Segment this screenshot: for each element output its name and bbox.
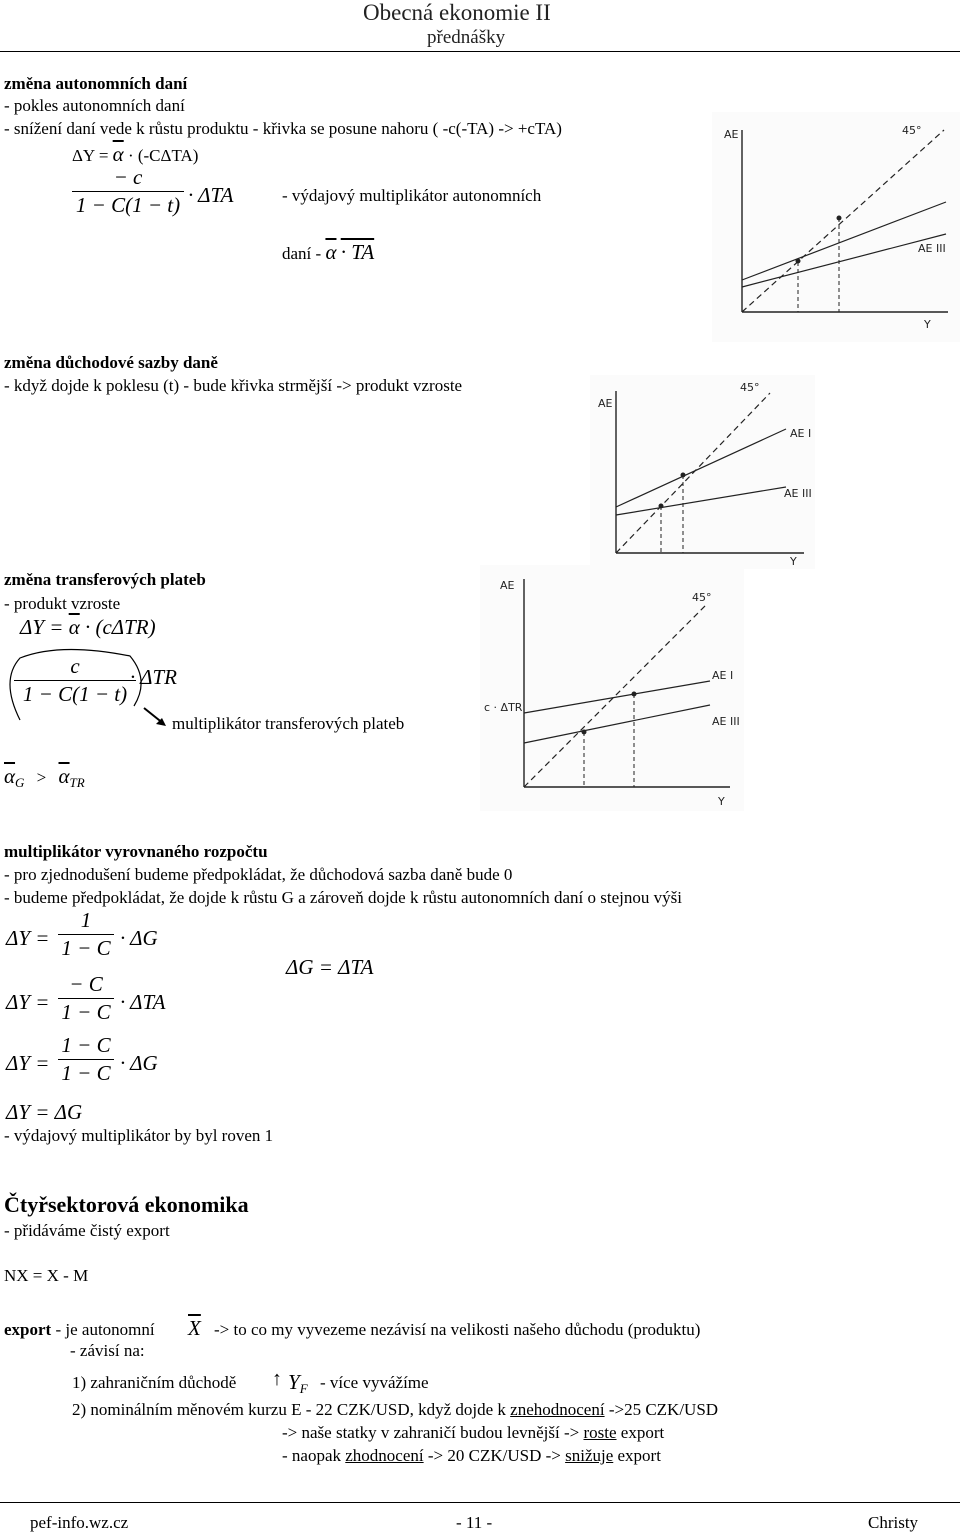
text-span: export (613, 1446, 661, 1465)
eq-lhs: ΔY = (72, 146, 109, 165)
label-shift: c · ΔTR (484, 701, 523, 714)
label-45deg: 45° (902, 124, 922, 137)
header-subtitle: přednášky (427, 27, 506, 48)
text-line: - přidáváme čistý export (4, 1221, 170, 1240)
fraction-numerator: 1 (80, 908, 92, 932)
label-ae-curve-3: AE III (712, 715, 740, 728)
fraction-numerator: − C (69, 972, 103, 996)
fraction-numerator: − c (113, 165, 143, 189)
alpha-symbol: $\overline{\alpha}$ (112, 142, 124, 166)
ta-symbol: · TA (340, 240, 375, 264)
label-ae-curve-1: AE I (712, 669, 734, 682)
fraction-denominator: 1 − C (61, 1000, 111, 1024)
equation (282, 240, 374, 265)
fraction-numerator: c (70, 654, 80, 678)
alpha-symbol: $\overline{\alpha}$ (325, 240, 337, 264)
graph-svg (590, 375, 815, 569)
footer-right: Christy (868, 1513, 919, 1532)
axis-label-y: Y (924, 318, 931, 331)
subscript: TR (69, 775, 85, 790)
section-title-income-tax-rate: změna důchodové sazby daně (4, 353, 218, 372)
text-line: - pro zjednodušení budeme předpokládat, že důchodová sazba daně bude 0 (4, 865, 513, 884)
text-span: 2) nominálním měnovém kurzu E - 22 CZK/USD, když dojde k (72, 1400, 511, 1419)
section-title-transfer-payments: změna transferových plateb (4, 570, 206, 589)
eq-lhs: ΔY = (20, 615, 69, 639)
axis-label-ae: AE (500, 579, 515, 592)
fraction (58, 972, 114, 1025)
eq-rhs: · ΔTA (120, 990, 166, 1014)
fraction (58, 908, 114, 961)
text-line: - budeme předpokládat, že dojde k růstu G a zároveň dojde k růstu autonomních daní o stejnou výši (4, 888, 682, 907)
fraction (58, 1033, 114, 1086)
alpha-symbol: $\overline{\alpha}$ (58, 764, 70, 788)
text-label: daní - (282, 244, 322, 263)
section-title-autonomous-taxes: změna autonomních daní (4, 74, 188, 93)
text-span: - je autonomní (51, 1320, 155, 1339)
underlined-term: zhodnocení (345, 1446, 424, 1465)
text-span: - naopak (282, 1446, 346, 1465)
comparison (4, 764, 85, 791)
eq-rhs: · (cΔTR) (79, 615, 156, 639)
graph-income-tax-rate (590, 375, 815, 569)
page-number: - 11 - (456, 1513, 493, 1532)
fraction-bar (58, 934, 114, 935)
fraction-denominator: 1 − C(1 − t) (75, 193, 181, 217)
underlined-term: snižuje (565, 1446, 614, 1465)
fraction-denominator: 1 − C (61, 1061, 111, 1085)
footer-rule (0, 1502, 960, 1503)
text-line-export (4, 1320, 155, 1340)
axis-label-ae: AE (724, 128, 739, 141)
fraction-multiplier: · ΔTR (130, 665, 177, 689)
subscript: G (15, 775, 25, 790)
text-line (282, 1423, 664, 1443)
label-ae-curve: AE III (918, 242, 946, 255)
label-45deg: 45° (740, 381, 760, 394)
yf-symbol (288, 1370, 308, 1397)
text-line: -> to co my vyvezeme nezávisí na velikosti našeho důchodu (produktu) (214, 1320, 701, 1339)
text-line: - pokles autonomních daní (4, 96, 185, 115)
side-equation: ΔG = ΔTA (286, 955, 374, 979)
label-45deg: 45° (692, 591, 712, 604)
fraction-denominator: 1 − C(1 − t) (22, 682, 128, 706)
axis-label-ae: AE (598, 397, 613, 410)
text-line: - výdajový multiplikátor autonomních (282, 186, 542, 205)
text-line: NX = X - M (4, 1266, 89, 1285)
text-line: - když dojde k poklesu (t) - bude křivka strmější -> produkt vzroste (4, 376, 463, 395)
text-line: - výdajový multiplikátor by byl roven 1 (4, 1126, 274, 1145)
section-title-balanced-budget: multiplikátor vyrovnaného rozpočtu (4, 842, 268, 861)
alpha-symbol: $\overline{\alpha}$ (68, 615, 80, 639)
eq-lhs: ΔY = (6, 990, 50, 1014)
text-span: export (616, 1423, 665, 1442)
footer-left: pef-info.wz.cz (30, 1513, 129, 1532)
export-label: export (4, 1320, 52, 1339)
fraction-denominator: 1 − C (61, 936, 111, 960)
alpha-symbol: $\overline{\alpha}$ (4, 764, 16, 788)
eq-lhs: ΔY = (6, 926, 50, 950)
equation: ΔY = ΔG (6, 1100, 83, 1124)
underlined-term: roste (583, 1423, 617, 1442)
fraction-bar (72, 191, 184, 192)
axis-label-y: Y (790, 555, 797, 568)
operator: > (36, 768, 47, 787)
label-ae-curve-3: AE III (784, 487, 812, 500)
text-line: - produkt vzroste (4, 594, 121, 613)
text-span: ->25 CZK/USD (604, 1400, 719, 1419)
x-bar-symbol: $\overline{X}$ (188, 1316, 201, 1340)
graph-svg (480, 565, 744, 811)
underlined-term: znehodnocení (510, 1400, 605, 1419)
fraction-bar (58, 1059, 114, 1060)
eq-lhs: ΔY = (6, 1051, 50, 1075)
fraction-numerator: 1 − C (61, 1033, 111, 1057)
axis-label-y: Y (718, 795, 725, 808)
label-ae-curve-1: AE I (790, 427, 812, 440)
eq-rhs: · ΔG (120, 1051, 158, 1075)
fraction-multiplier: · ΔTA (188, 183, 234, 207)
section-title-four-sector: Čtyřsektorová ekonomika (4, 1192, 249, 1217)
subscript: F (299, 1381, 308, 1396)
text-line (72, 1400, 718, 1420)
header-rule (0, 51, 960, 52)
text-span: -> naše statky v zahraničí budou levnější -> (282, 1423, 584, 1442)
eq-rhs: · (-CΔTA) (127, 146, 199, 165)
text-line: 1) zahraničním důchodě (72, 1373, 237, 1392)
fraction-tax-multiplier (72, 165, 184, 218)
text-line: - závisí na: (70, 1341, 145, 1360)
equation (72, 142, 198, 167)
graph-svg (712, 112, 960, 342)
up-arrow-icon: ↑ (272, 1368, 282, 1390)
graph-autonomous-taxes (712, 112, 960, 342)
equation (20, 615, 156, 640)
text-span: -> 20 CZK/USD -> (423, 1446, 566, 1465)
text-line: - snížení daní vede k růstu produktu - křivka se posune nahoru ( -c(-TA) -> +cTA) (4, 119, 562, 138)
eq-rhs: · ΔG (120, 926, 158, 950)
text-label: multiplikátor transferových plateb (172, 714, 405, 733)
graph-transfer-payments (480, 565, 744, 811)
header-title: Obecná ekonomie II (363, 0, 551, 25)
y-symbol: Y (288, 1370, 300, 1394)
fraction-bar (58, 998, 114, 999)
text-line (282, 1446, 661, 1466)
oval-highlight (0, 640, 180, 730)
text-line: - více vyvážíme (320, 1373, 429, 1392)
